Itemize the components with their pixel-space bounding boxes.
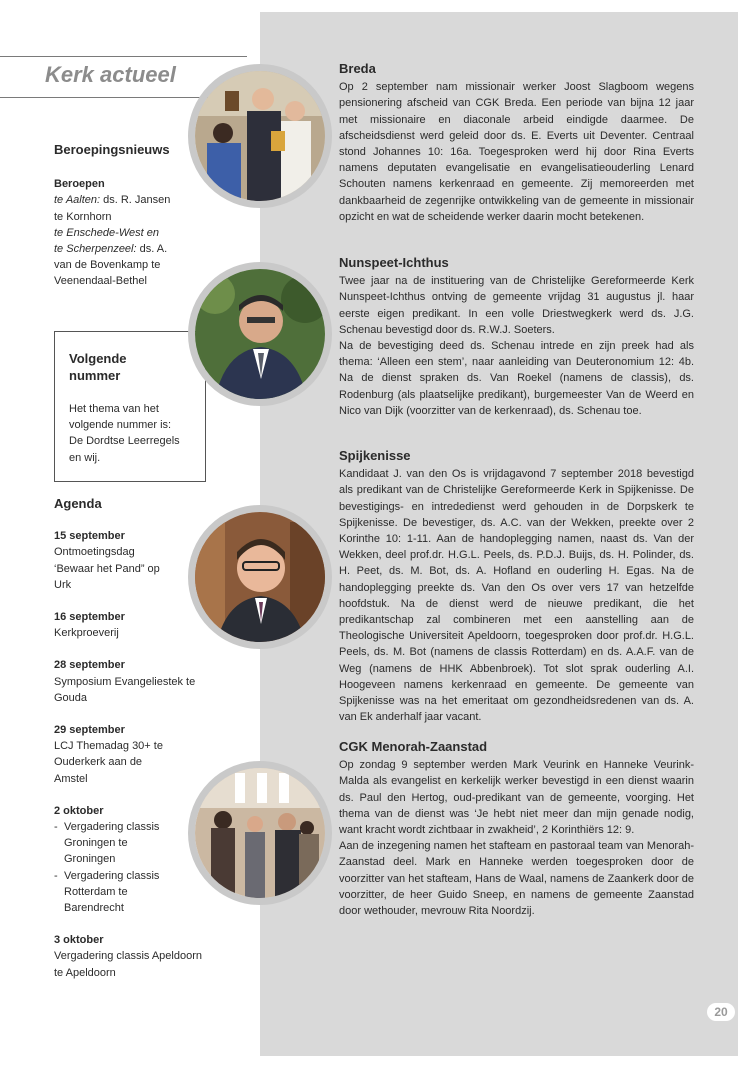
article-title: Spijkenisse (339, 448, 411, 463)
article-body: Twee jaar na de instituering van de Christelijke Gereformeerde Kerk Nunspeet-Ichthus ontving de gemeente vrijdag 31 augustus jl. haar eerste eigen predikant. In een volle Driestwegkerk werd ds. J.G. Schenau bevestigd door ds. R.W.J. Soeters. (339, 275, 694, 336)
photo-breda (188, 64, 332, 208)
agenda-section (54, 496, 202, 997)
article-spijkenisse (339, 448, 694, 725)
beroeping-line: te Enschede-West en (54, 226, 159, 239)
volgende-heading: Volgende nummer (69, 351, 127, 383)
volgende-text: Het thema van het volgende nummer is: De Dordtse Leerregels en wij. (69, 403, 180, 464)
article-title: Breda (339, 61, 376, 76)
article-body: Na de bevestiging deed ds. Schenau intrede en zijn preek had als thema: ‘Alleen een stem’, naar aanleiding van Deuteronomium 12: 4b. Na de dienst spraken ds. Van Roekel (namens de classis), ds. Rodenburg (als plaatselijke predikant), burgemeester Van de Weerd en Nico van Dijk (voorzitter van de kerkenraad), ds. Schenau toe. (339, 340, 694, 417)
article-nunspeet (339, 255, 694, 419)
agenda-item: 3 oktober Vergadering classis Apeldoorn te Apeldoorn (54, 934, 202, 979)
agenda-item: 28 september Symposium Evangeliestek te Gouda (54, 659, 196, 704)
agenda-item: 15 september Ontmoetingsdag ‘Bewaar het Pand” op Urk (54, 530, 160, 591)
article-breda (339, 61, 694, 225)
article-title: CGK Menorah-Zaanstad (339, 739, 488, 754)
article-zaanstad (339, 739, 694, 919)
beroeping-subheading: Beroepen (54, 178, 105, 191)
section-title: Kerk actueel (45, 62, 176, 87)
article-body: Kandidaat J. van den Os is vrijdagavond 7 september 2018 bevestigd als predikant van de Christelijke Gereformeerde Kerk in Spijkenisse. De bevestigings- en intrededienst werd gehouden in de Dorpskerk te Spijkenisse. De bevestiger, ds. A.C. van der Wekken, preekte over 2 Korinthe 10: 1-11. Aan de handoplegging namen, naast ds. Van der Wekken, deel prof.dr. H.G.L. Peels, ds. P.D.J. Buijs, ds. H. Polinder, ds. H. Peet, ds. M. Bot, ds. A. Hofland en ouderling H. Egas. Na de handoplegging preekte ds. Van den Os over vers 17 van hetzelfde hoofdstuk. Na de dienst werd de nieuwe predikant, die het predikantschap zal combineren met een aanstelling aan de Theologische Universiteit Apeldoorn, toegesproken door prof.dr. H.G.L. Peels, ds. M. Bot (namens de classis Rotterdam) en ds. A.A.F. van de Weg (namens de HHK Abbenbroek). Tot slot sprak ouderling A.I. Hoogeveen namens kerkenraad en gemeente. De gemeente van Spijkenisse was na het emeritaat om gezondheidsredenen van ds. A. van Ek anderhalf jaar vacant. (339, 468, 694, 724)
beroeping-line: te Kornhorn (54, 210, 112, 223)
page-number: 20 (707, 1003, 735, 1021)
photo-nunspeet (188, 262, 332, 406)
article-body: Op zondag 9 september werden Mark Veurink en Hanneke Veurink-Malda als evangelist en kerkelijk werker bevestigd in een dienst waarin ds. Paul den Hertog, oud-predikant van de gemeente, voorging. Het thema van de dienst was ‘Je hebt niet meer dan mijn genade nodig, want kracht wordt zichtbaar in zwakheid’, 2 Korinthiërs 12: 9. (339, 759, 694, 837)
agenda-heading: Agenda (54, 496, 102, 511)
title-rule-top (0, 56, 247, 57)
article-body: Op 2 september nam missionair werker Joost Slagboom wegens pensionering afscheid van CGK Breda. Een periode van bijna 12 jaar met missionaire en diaconale arbeid eindigde daarmee. De afscheidsdienst werd geleid door ds. E. Everts uit Deventer. Centraal stond Johannes 10: 16a. Toegesproken werd hij door Rina Everts namens deputaten evangelisatie en evangelisatieouderling Lenard Schouten namens kerkenraad en gemeente. Zij memoreerden met dankbaarheid de zegenrijke ontwikkeling van de gemeente in missionair opzicht en wat de scheidende werker daarin mocht betekenen. (339, 81, 694, 223)
agenda-item: 16 september Kerkproeverij (54, 611, 125, 640)
beroeping-heading: Beroepingsnieuws (54, 142, 170, 157)
beroeping-section (54, 142, 170, 290)
article-title: Nunspeet-Ichthus (339, 255, 449, 270)
agenda-item: 2 oktober - Vergadering classis Groningen te Groningen - Vergadering classis Rotterdam te Barendrecht (54, 804, 160, 915)
beroeping-line: te Aalten: ds. R. Jansen (54, 194, 171, 207)
photo-spijkenisse (188, 505, 332, 649)
volgende-nummer-box (54, 331, 206, 482)
beroeping-line: Veenendaal-Bethel (54, 275, 147, 288)
article-body: Aan de inzegening namen het stafteam en pastoraal team van Menorah-Zaanstad deel. Mark en Hanneke werden toegesproken door de voorzitter van het stafteam, Hans de Waal, namens de Zaankerk door de voorzitter, de heer Guido Sneep, en namens de gemeente Zaanstad door wethouder, mevrouw Rita Noordzij. (339, 840, 694, 918)
beroeping-line: van de Bovenkamp te (54, 259, 161, 272)
agenda-item: 29 september LCJ Themadag 30+ te Ouderkerk aan de Amstel (54, 724, 163, 785)
beroeping-line: te Scherpenzeel: ds. A. (54, 243, 168, 256)
photo-zaanstad (188, 761, 332, 905)
